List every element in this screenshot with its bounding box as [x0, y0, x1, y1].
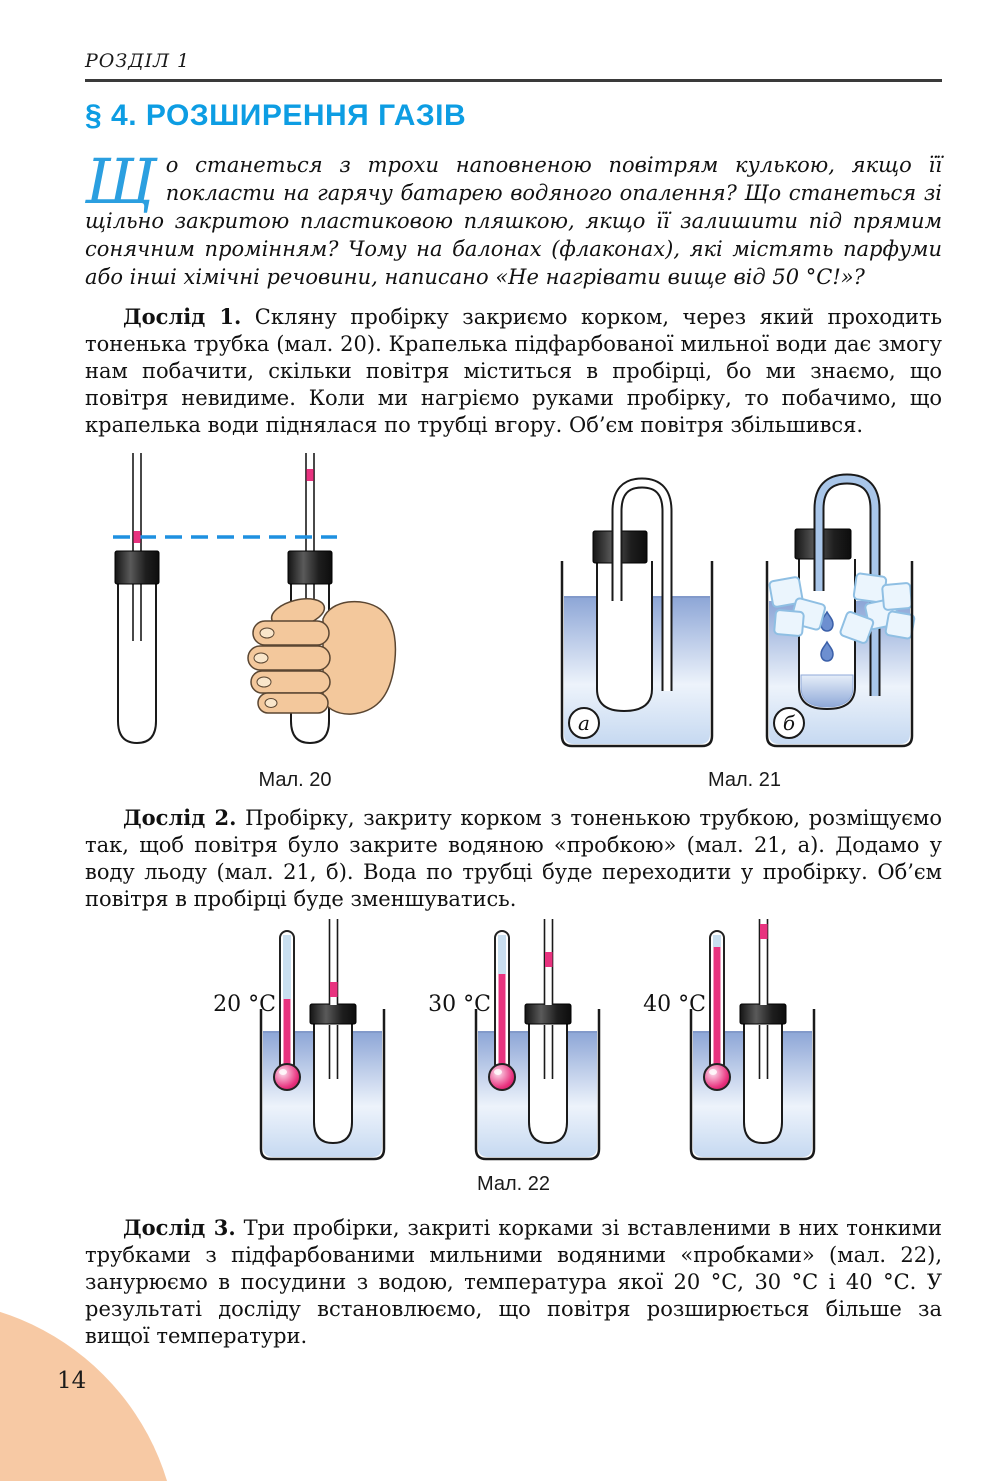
droplet-20c	[330, 982, 338, 997]
figure-22-illustration	[204, 919, 824, 1169]
experiment-2-lead: Дослід 2.	[123, 805, 237, 830]
experiment-2-text: Пробірку, закриту корком з тоненькою трубкою, розміщуємо так, щоб повітря було закрите водяною «пробкою» (мал. 21, а). Додамо у воду льоду (мал. 21, б). Вода по трубці буде переходити у пробірку. Об’єм повітря в пробірці буде зменшуватись.	[85, 806, 942, 911]
drop-cap: Щ	[85, 145, 156, 218]
test-tube-30c	[529, 1022, 567, 1143]
experiment-2-paragraph	[85, 804, 942, 913]
cork-40c	[740, 1004, 786, 1024]
intro-text: о станеться з трохи наповненою повітрям кулькою, якщо її покласти на гарячу батарею водяного опалення? Що станеться зі щільно закритою пластиковою пляшкою, якщо її залишити під прямим сонячним промінням? Чому на балонах (флаконах), які містять парфуми або інші хімічні речовини, написано «Не нагрівати вище від 50 °С!»?	[85, 153, 942, 289]
droplet-left	[134, 531, 141, 543]
experiment-3-lead: Дослід 3.	[123, 1215, 236, 1240]
experiment-3-text: Три пробірки, закриті корками зі вставленими в них тонкими трубками з підфарбованими мильними водяними «пробками» (мал. 22), занурюємо в посудини з водою, температура якої 20 °С, 30 °С і 40 °С. У результаті досліду встановлюємо, що повітря розширюється більше за вищої температури.	[85, 1216, 942, 1348]
figure-21-illustration	[547, 451, 942, 761]
cork-20c	[310, 1004, 356, 1024]
droplet-40c	[760, 924, 768, 939]
beaker-40c	[643, 919, 814, 1159]
experiment-1-text: Скляну пробірку закриємо корком, через який проходить тоненька трубка (мал. 20). Крапелька підфарбованої мильної води дає змогу нам побачити, скільки повітря міститься в пробірці, бо ми знаємо, що повітря невидиме. Коли ми нагріємо руками пробірку, то побачимо, що крапелька води піднялася по трубці вгору. Об’єм повітря збільшився.	[85, 305, 942, 437]
page-content	[85, 50, 942, 1350]
temp-label-40c: 40 °С	[642, 992, 706, 1017]
chapter-header: РОЗДІЛ 1	[85, 50, 191, 72]
label-b: б	[782, 711, 796, 735]
beaker-20c	[213, 919, 384, 1159]
experiment-1-paragraph	[85, 303, 942, 439]
figure-20	[85, 451, 505, 792]
label-a: а	[578, 711, 590, 735]
test-tube-a	[597, 561, 652, 711]
test-tube-left	[115, 453, 159, 743]
experiment-1-lead: Дослід 1.	[123, 304, 242, 329]
figure-20-illustration	[85, 451, 505, 761]
cork-left	[115, 551, 159, 584]
beaker-a	[562, 483, 712, 746]
droplet-30c	[545, 952, 553, 967]
section-title: § 4. РОЗШИРЕННЯ ГАЗІВ	[85, 99, 467, 132]
test-tube-20c	[314, 1022, 352, 1143]
water-plug	[801, 675, 853, 707]
experiment-3-paragraph	[85, 1214, 942, 1350]
figure-22	[85, 919, 942, 1196]
temp-label-30c: 30 °С	[427, 992, 491, 1017]
temp-label-20c: 20 °С	[212, 992, 276, 1017]
page-number: 14	[57, 1368, 87, 1394]
cork-right	[288, 551, 332, 584]
beaker-30c	[428, 919, 599, 1159]
header-rule	[85, 79, 942, 82]
test-tube-40c	[744, 1022, 782, 1143]
figure-22-caption: Мал. 22	[476, 1173, 551, 1195]
figure-21	[547, 451, 942, 792]
cork-30c	[525, 1004, 571, 1024]
figure-row-20-21	[85, 451, 942, 792]
fingernail	[265, 699, 277, 708]
intro-paragraph	[85, 145, 942, 291]
figure-21-caption: Мал. 21	[707, 769, 782, 791]
hand	[248, 594, 395, 714]
beaker-b	[767, 479, 915, 746]
figure-20-caption: Мал. 20	[258, 769, 332, 791]
fingernail	[254, 653, 268, 663]
fingernail	[260, 628, 274, 638]
droplet-right	[307, 469, 314, 481]
fingernail	[257, 677, 271, 687]
